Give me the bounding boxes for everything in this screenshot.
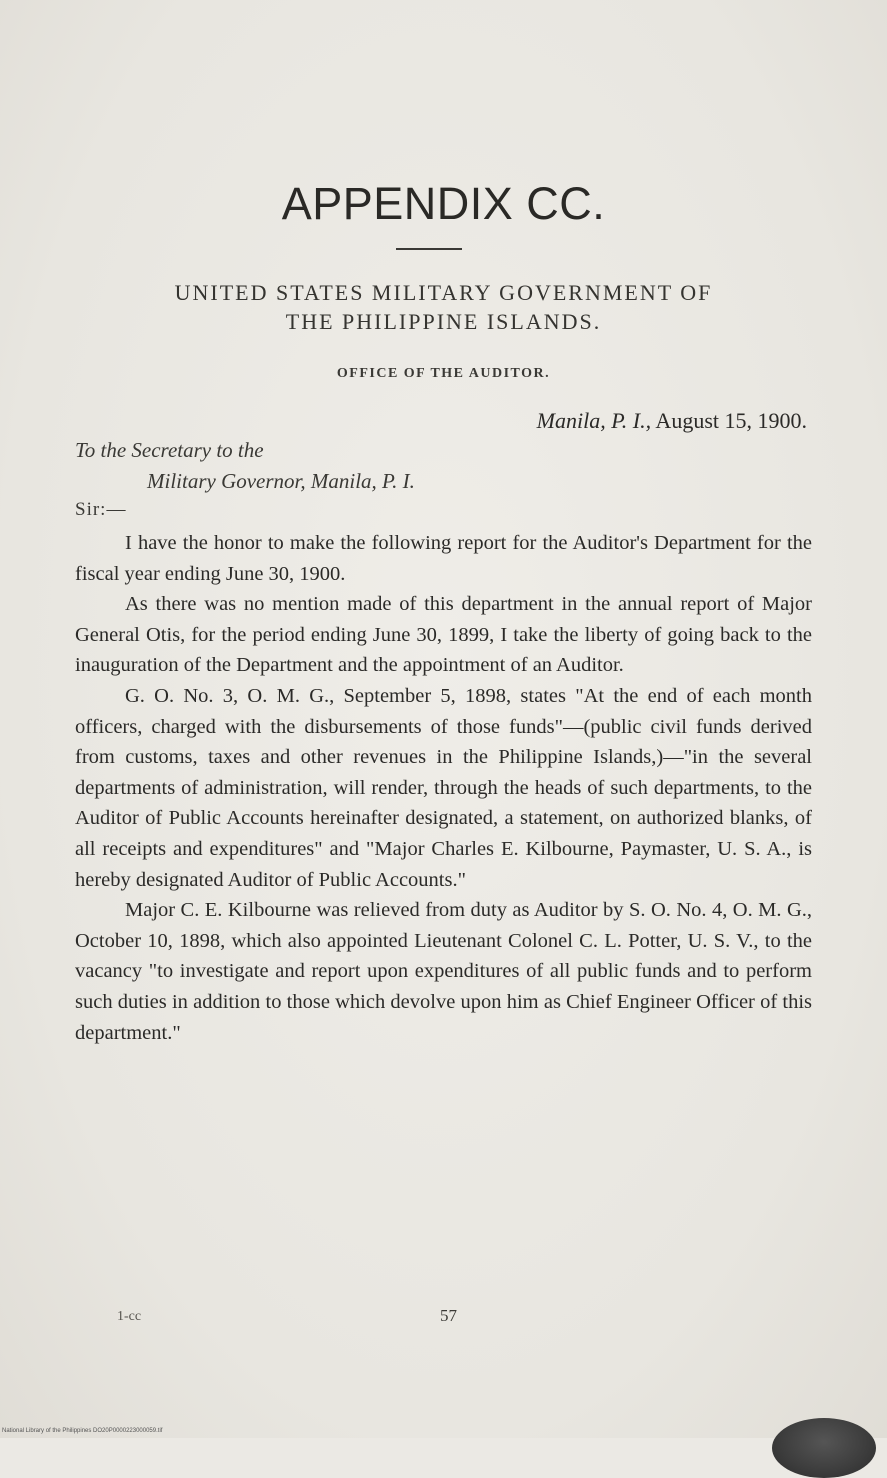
- paragraph-1: I have the honor to make the following report for the Auditor's Department for the fiscal year ending June 30, 1900.: [75, 532, 812, 585]
- addressee-line-2: Military Governor, Manila, P. I.: [147, 469, 415, 493]
- paragraph-2: As there was no mention made of this department in the annual report of Major General Otis, for the period ending June 30, 1899, I take the liberty of going back to the inauguration of the Department and the appointment of an Auditor.: [75, 593, 812, 677]
- scan-credit: National Library of the Philippines DO20P0000223000059.tif: [2, 1428, 163, 1434]
- addressee-line-1: To the Secretary to the: [75, 438, 264, 462]
- government-heading-line-1: UNITED STATES MILITARY GOVERNMENT OF: [174, 280, 713, 305]
- paragraph-3: G. O. No. 3, O. M. G., September 5, 1898, states "At the end of each month officers, charged with the disbursements of those funds"—(public civil funds derived from customs, taxes and other revenues in the Philippine Islands,)—"in the several departments of administration, will render, through the heads of such departments, to the Auditor of Public Accounts hereinafter designated, a statement, on authorized blanks, of all receipts and expenditures" and "Major Charles E. Kilbourne, Paymaster, U. S. A., is hereby designated Auditor of Public Accounts.": [75, 684, 812, 891]
- signature-mark: 1-cc: [117, 1309, 142, 1324]
- letter-body: [75, 528, 812, 1048]
- salutation: Sir:—: [75, 499, 127, 520]
- title-rule: [396, 248, 462, 250]
- appendix-title: APPENDIX CC.: [281, 178, 606, 229]
- paragraph-4: Major C. E. Kilbourne was relieved from duty as Auditor by S. O. No. 4, O. M. G., October 10, 1898, which also appointed Lieutenant Colonel C. L. Potter, U. S. V., to the vacancy "to investigate and report upon expenditures of all public funds and to perform such duties in addition to those which devolve upon him as Chief Engineer Officer of this department.": [75, 899, 812, 1044]
- dateline-place: Manila, P. I.,: [536, 408, 652, 433]
- dateline: [537, 408, 807, 434]
- government-heading-line-2: THE PHILIPPINE ISLANDS.: [285, 309, 602, 334]
- thumb-shadow: [772, 1418, 876, 1478]
- dateline-date: August 15, 1900.: [651, 408, 807, 433]
- page-number: 57: [440, 1306, 457, 1325]
- office-heading: OFFICE OF THE AUDITOR.: [336, 366, 551, 381]
